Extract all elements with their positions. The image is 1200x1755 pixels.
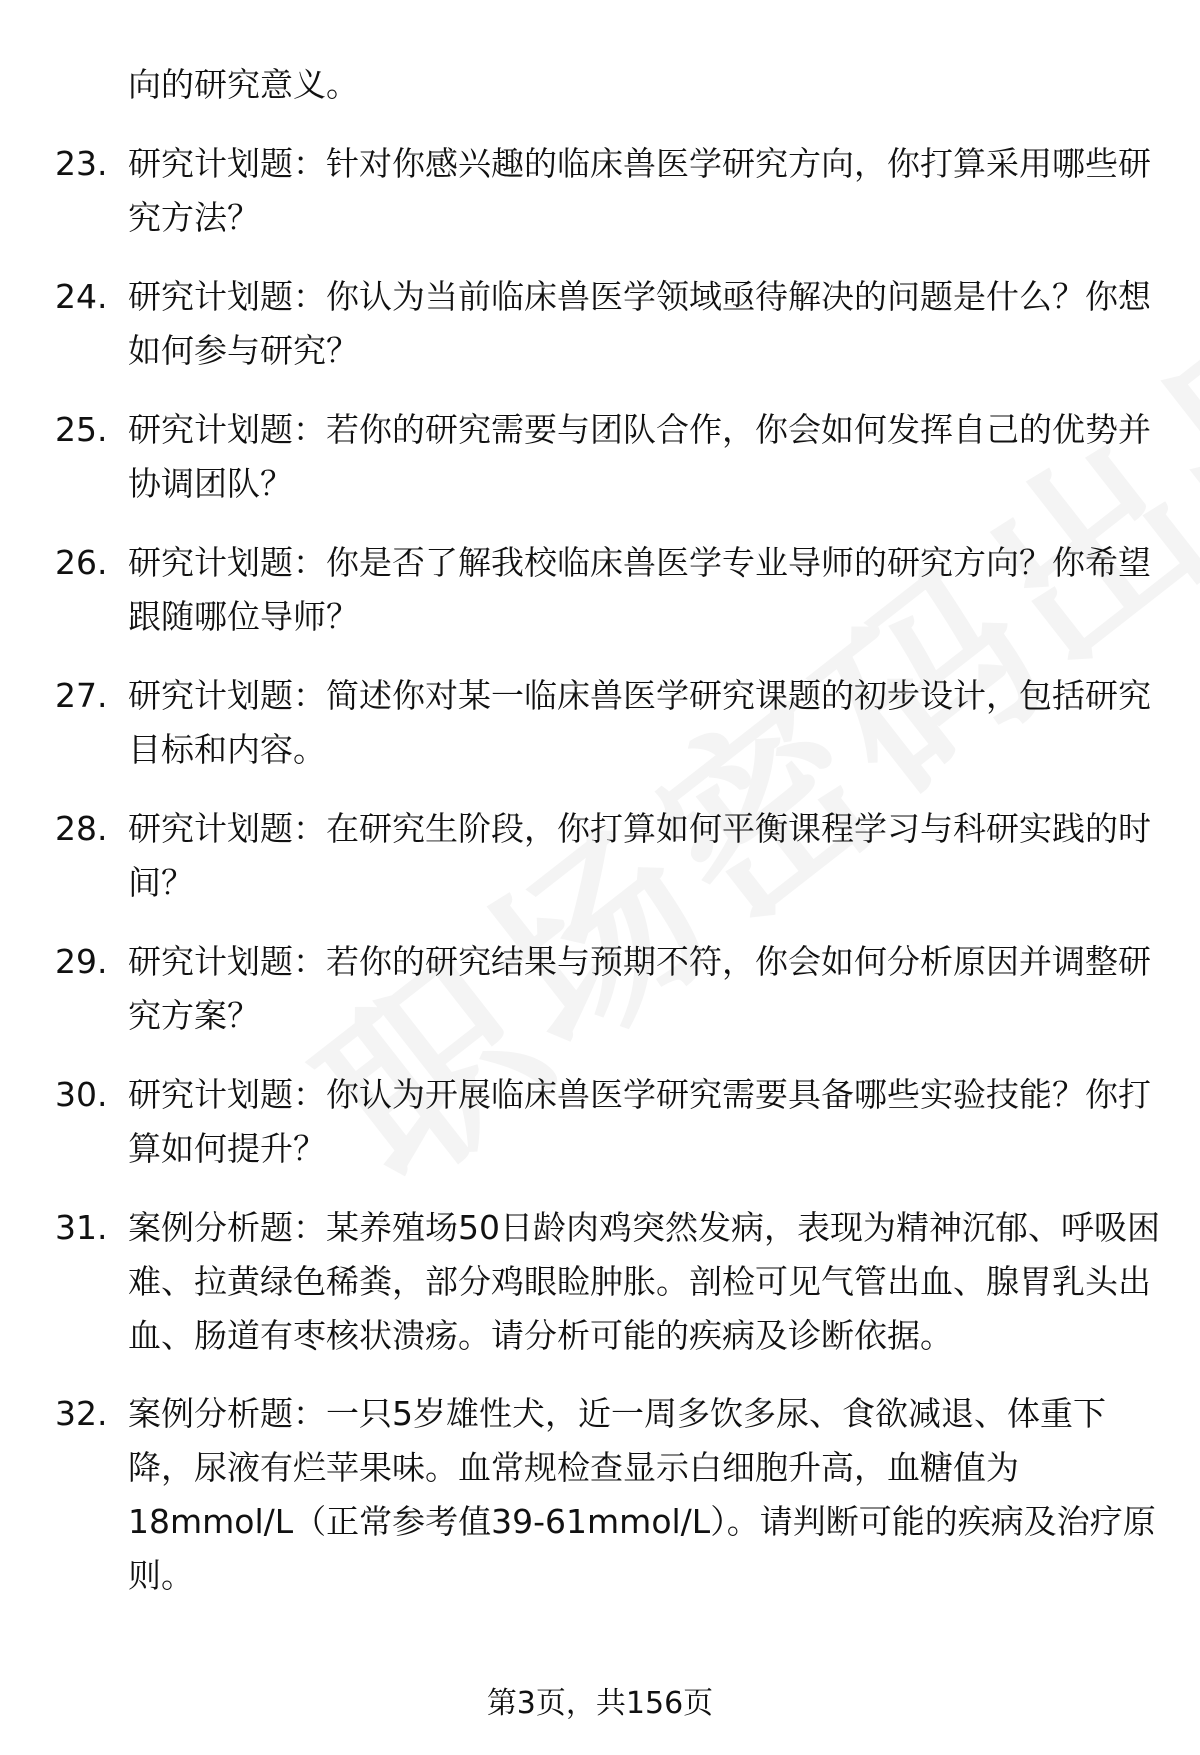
question-text: 案例分析题：某养殖场50日龄肉鸡突然发病，表现为精神沉郁、呼吸困难、拉黄绿色稀粪，部分鸡眼睑肿胀。剖检可见气管出血、腺胃乳头出血、肠道有枣核状溃疡。请分析可能的疾病及诊断依据。	[128, 1208, 1160, 1355]
question-number: 27.	[55, 676, 108, 715]
question-item-30	[55, 1068, 1170, 1176]
question-item-32	[55, 1387, 1170, 1603]
question-text: 研究计划题：针对你感兴趣的临床兽医学研究方向，你打算采用哪些研究方法？	[128, 144, 1151, 237]
question-item-28	[55, 802, 1170, 910]
question-text: 研究计划题：你是否了解我校临床兽医学专业导师的研究方向？你希望跟随哪位导师？	[128, 543, 1151, 636]
question-text: 研究计划题：在研究生阶段，你打算如何平衡课程学习与科研实践的时间？	[128, 809, 1151, 902]
question-number: 32.	[55, 1394, 108, 1433]
question-item-29	[55, 935, 1170, 1043]
question-item-25	[55, 403, 1170, 511]
question-text: 研究计划题：简述你对某一临床兽医学研究课题的初步设计，包括研究目标和内容。	[128, 676, 1151, 769]
question-number: 23.	[55, 144, 108, 183]
question-number: 26.	[55, 543, 108, 582]
question-item-23	[55, 137, 1170, 245]
document-body	[55, 58, 1170, 1627]
page-footer: 第3页，共156页	[486, 1686, 714, 1721]
question-number: 29.	[55, 942, 108, 981]
question-number: 30.	[55, 1075, 108, 1114]
question-item-24	[55, 270, 1170, 378]
question-item-26	[55, 536, 1170, 644]
question-number: 31.	[55, 1208, 108, 1247]
question-text: 案例分析题：一只5岁雄性犬，近一周多饮多尿、食欲减退、体重下降，尿液有烂苹果味。血常规检查显示白细胞升高，血糖值为18mmol/L（正常参考值39-61mmol/L）。请判断可能的疾病及治疗原则。	[128, 1394, 1156, 1595]
question-item-31	[55, 1201, 1170, 1363]
question-number: 25.	[55, 410, 108, 449]
question-number: 28.	[55, 809, 108, 848]
question-item-27	[55, 669, 1170, 777]
question-text: 研究计划题：若你的研究需要与团队合作，你会如何发挥自己的优势并协调团队？	[128, 410, 1151, 503]
question-text: 研究计划题：你认为开展临床兽医学研究需要具备哪些实验技能？你打算如何提升？	[128, 1075, 1151, 1168]
continued-text: 向的研究意义。	[128, 65, 359, 104]
question-text: 研究计划题：若你的研究结果与预期不符，你会如何分析原因并调整研究方案？	[128, 942, 1151, 1035]
question-number: 24.	[55, 277, 108, 316]
question-text: 研究计划题：你认为当前临床兽医学领域亟待解决的问题是什么？你想如何参与研究？	[128, 277, 1151, 370]
